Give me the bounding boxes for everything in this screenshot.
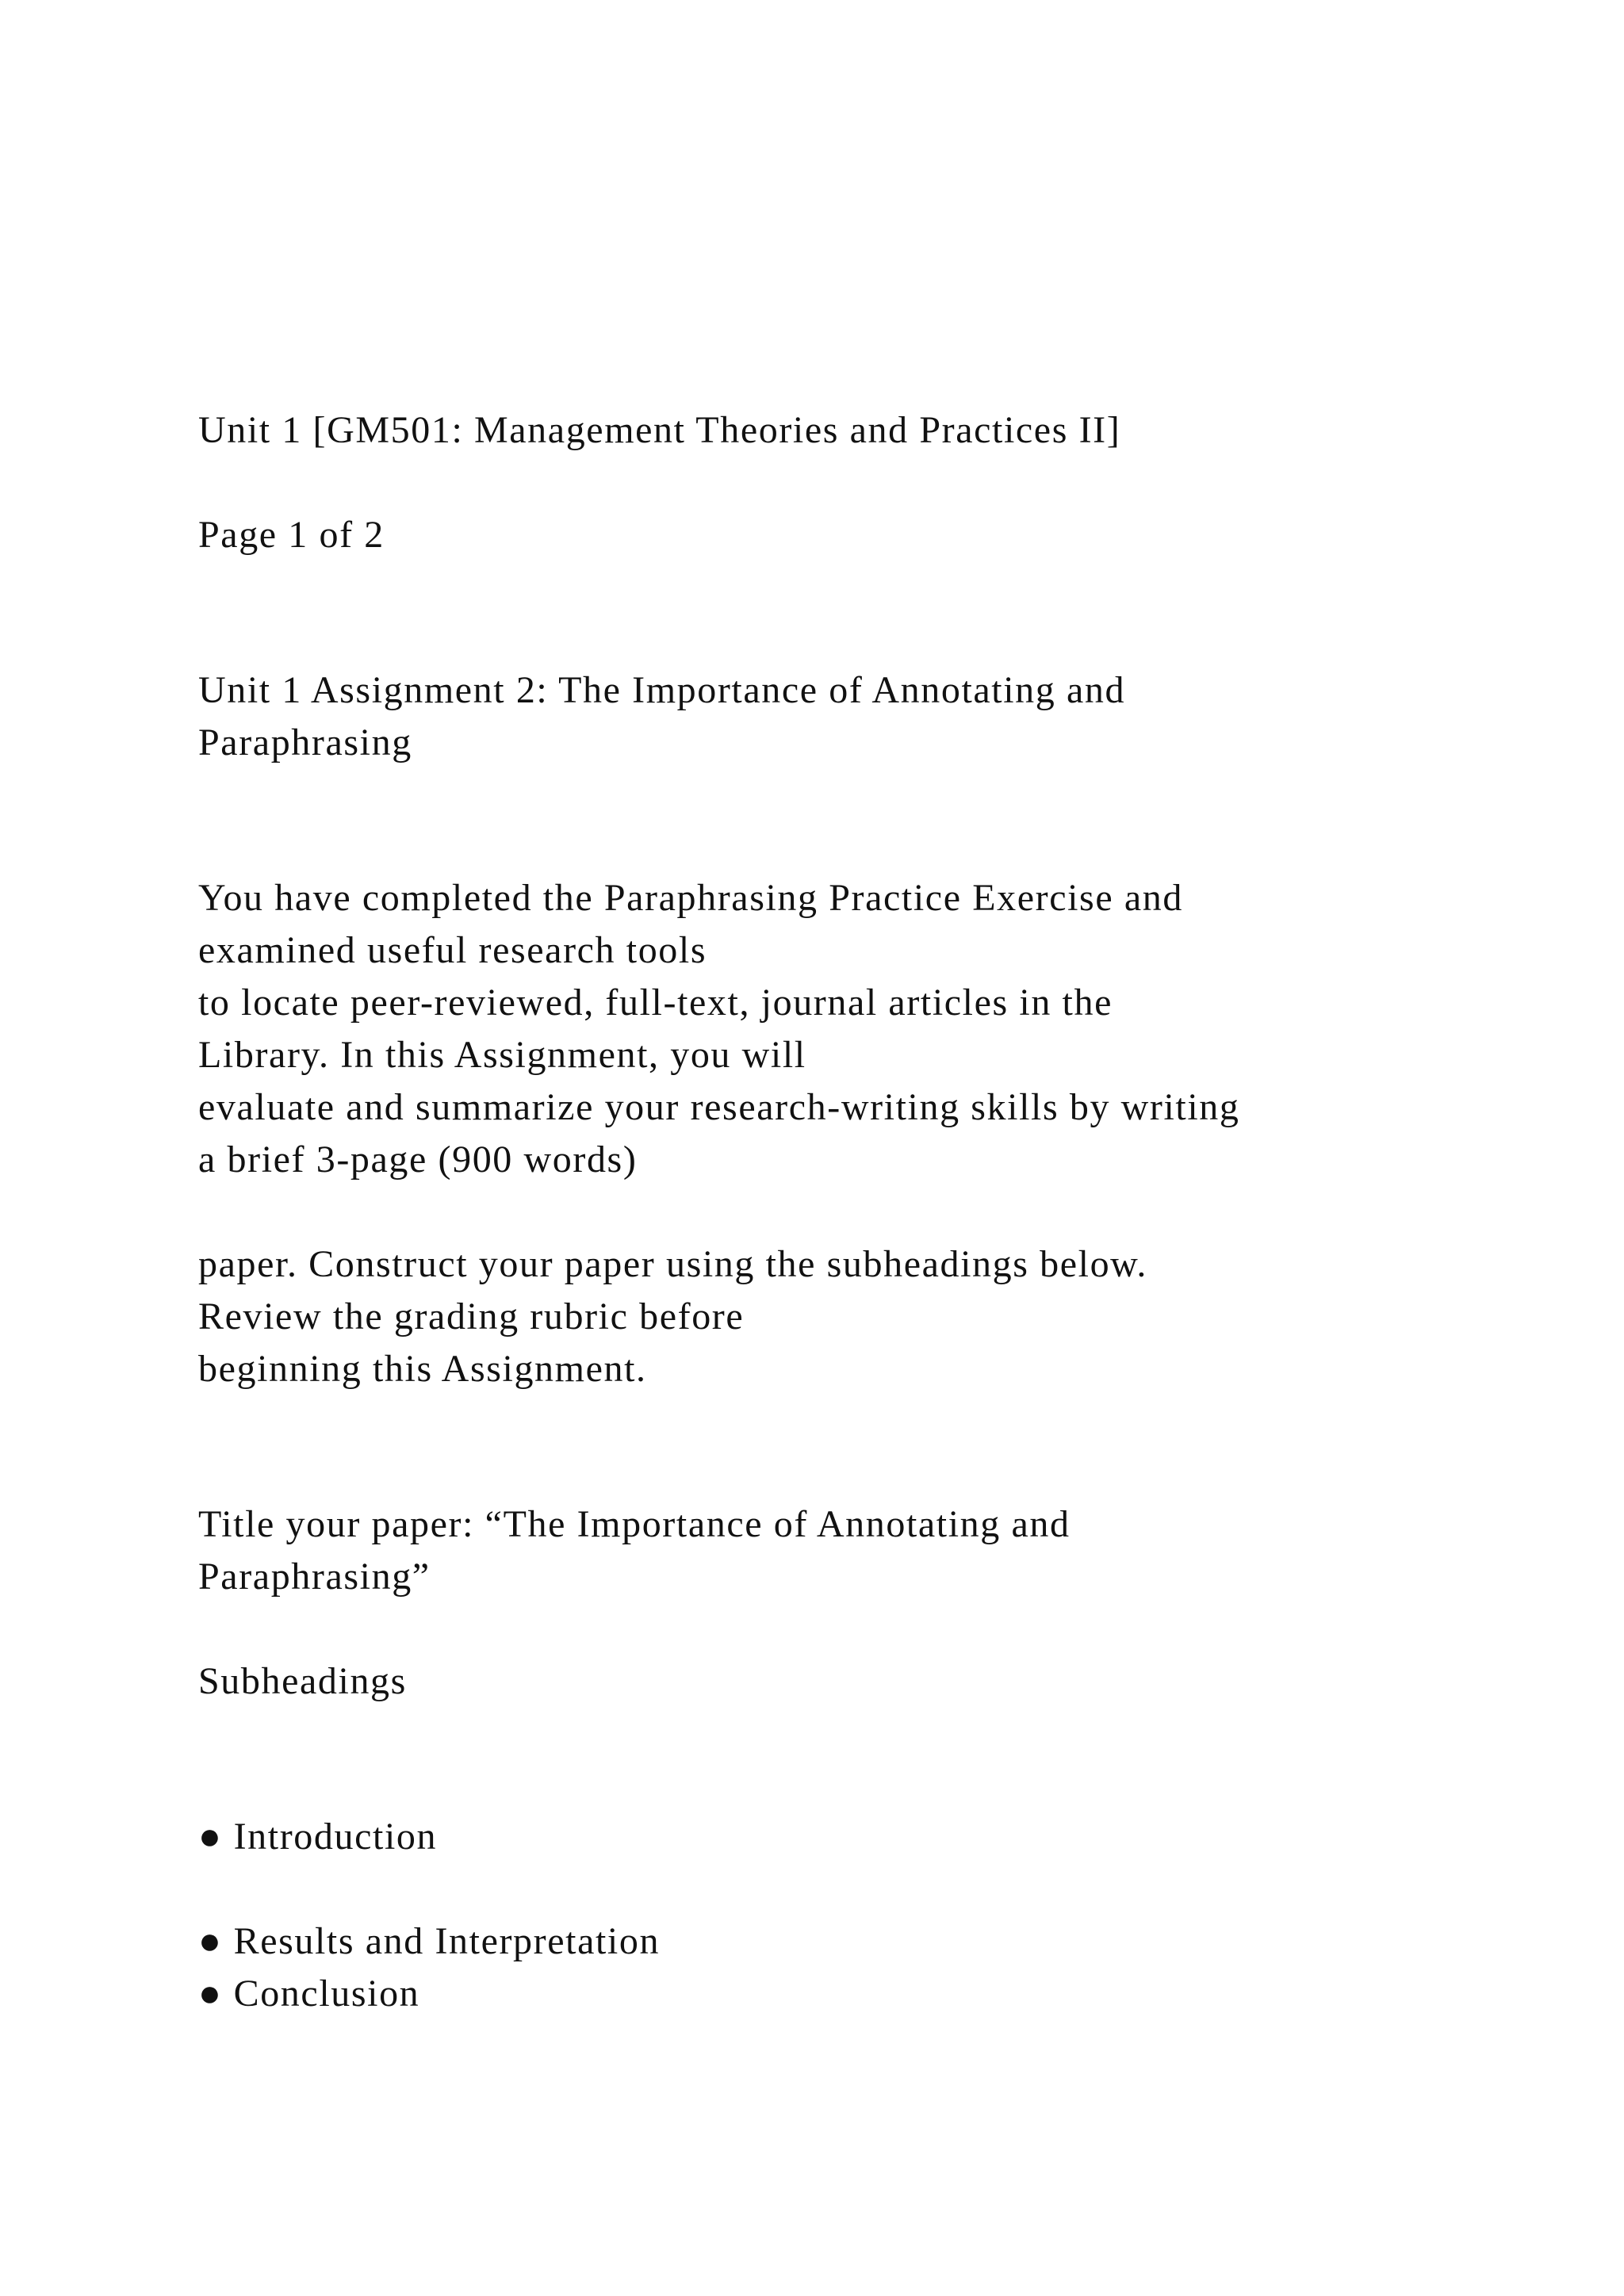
paragraph-line: a brief 3-page (900 words) xyxy=(198,1138,638,1181)
unit-title: Unit 1 [GM501: Management Theories and Practices II] xyxy=(198,409,1121,451)
assignment-title-line: Paraphrasing xyxy=(198,721,412,763)
paragraph-line: paper. Construct your paper using the subheadings below. xyxy=(198,1243,1147,1285)
paragraph-line: You have completed the Paraphrasing Practice Exercise and xyxy=(198,877,1183,919)
spacer xyxy=(198,1395,1546,1498)
bullet-icon: ● xyxy=(198,1920,223,1962)
list-item xyxy=(198,1968,1546,2020)
list-item-label: Conclusion xyxy=(233,1973,420,2015)
paragraph-line: Review the grading rubric before xyxy=(198,1295,745,1337)
assignment-title xyxy=(198,664,1546,769)
subheadings-list xyxy=(198,1811,1546,2020)
bullet-icon: ● xyxy=(198,1816,223,1858)
spacer xyxy=(198,1708,1546,1811)
paragraph-line: evaluate and summarize your research-writing skills by writing xyxy=(198,1086,1240,1128)
paper-title-line: Title your paper: “The Importance of Annotating and xyxy=(198,1503,1071,1545)
subheadings-label: Subheadings xyxy=(198,1660,407,1702)
page-indicator: Page 1 of 2 xyxy=(198,514,385,556)
paper-title-line: Paraphrasing” xyxy=(198,1556,431,1598)
spacer xyxy=(198,1603,1546,1655)
bullet-icon: ● xyxy=(198,1973,223,2015)
list-item-label: Introduction xyxy=(233,1816,438,1858)
document-page xyxy=(198,404,1546,2020)
paragraph-1 xyxy=(198,872,1546,1186)
paragraph-line: Library. In this Assignment, you will xyxy=(198,1034,806,1076)
spacer xyxy=(198,561,1546,664)
list-item-label: Results and Interpretation xyxy=(233,1920,661,1962)
paper-title-instruction xyxy=(198,1498,1546,1603)
assignment-title-line: Unit 1 Assignment 2: The Importance of Annotating and xyxy=(198,669,1126,711)
spacer xyxy=(198,1863,1546,1915)
spacer xyxy=(198,769,1546,872)
paragraph-2 xyxy=(198,1238,1546,1395)
list-item xyxy=(198,1915,1546,1968)
spacer xyxy=(198,1186,1546,1238)
paragraph-line: to locate peer-reviewed, full-text, journal articles in the xyxy=(198,982,1113,1024)
list-item xyxy=(198,1811,1546,1863)
paragraph-line: examined useful research tools xyxy=(198,929,707,971)
paragraph-line: beginning this Assignment. xyxy=(198,1348,647,1390)
spacer xyxy=(198,457,1546,509)
